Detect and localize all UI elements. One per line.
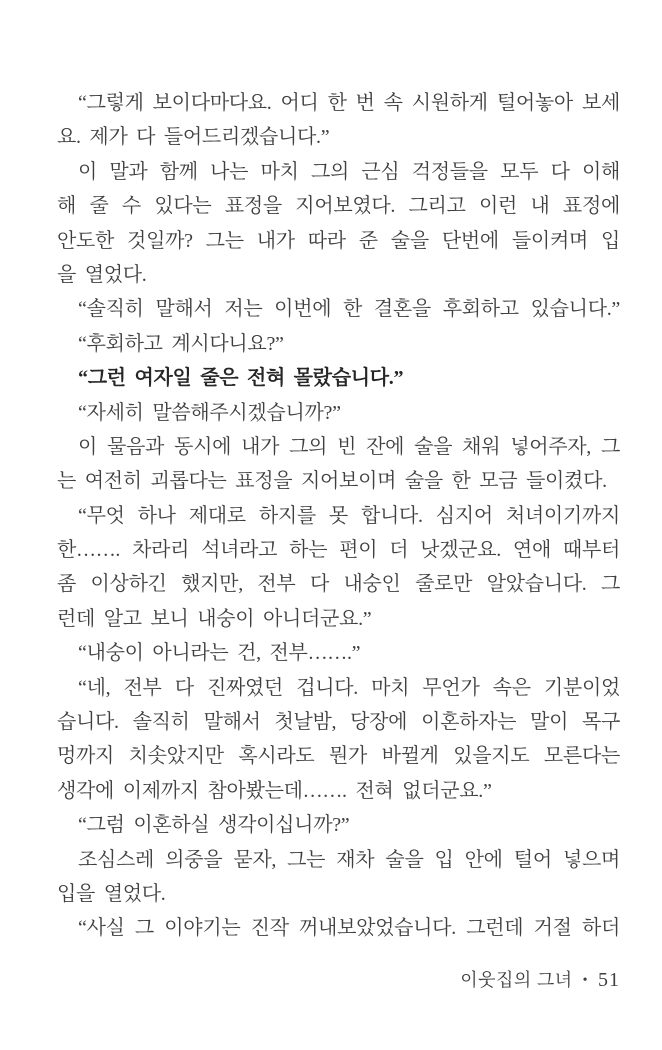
- text-line: 요. 제가 다 들어드리겠습니다.”: [57, 126, 330, 149]
- text-line: “자세히 말씀해주시겠습니까?”: [78, 401, 341, 424]
- text-line: 습니다. 솔직히 말해서 첫날밤, 당장에 이혼하자는 말이 목구: [57, 711, 620, 734]
- paragraph: [57, 636, 620, 670]
- text-line: 좀 이상하긴 했지만, 전부 다 내숭인 줄로만 알았습니다. 그: [57, 573, 620, 596]
- text-line: 입을 열었다.: [57, 882, 166, 905]
- paragraph: [57, 396, 620, 430]
- page-footer: [460, 966, 620, 992]
- paragraph-bold-dialogue: [57, 361, 620, 395]
- page-number: 51: [598, 969, 620, 991]
- text-line: 런데 알고 보니 내숭이 아니더군요.”: [57, 607, 372, 630]
- text-line: “네, 전부 다 진짜였던 겁니다. 마치 무언가 속은 기분이었: [78, 676, 620, 699]
- text-line: 이 물음과 동시에 내가 그의 빈 잔에 술을 채워 넣어주자, 그: [78, 435, 620, 458]
- paragraph: [57, 327, 620, 361]
- text-line: “무엇 하나 제대로 하지를 못 합니다. 심지어 처녀이기까지: [78, 504, 620, 527]
- paragraph: [57, 430, 620, 499]
- text-line: “솔직히 말해서 저는 이번에 한 결혼을 후회하고 있습니다.”: [78, 298, 620, 321]
- running-title: 이웃집의 그녀: [460, 970, 573, 990]
- paragraph: [57, 843, 620, 912]
- body-text: [57, 86, 620, 946]
- paragraph: [57, 671, 620, 809]
- text-line: “후회하고 계시다니요?”: [78, 332, 284, 355]
- paragraph: [57, 86, 620, 155]
- text-line: 는 여전히 괴롭다는 표정을 지어보이며 술을 한 모금 들이켰다.: [57, 470, 607, 493]
- text-line: 이 말과 함께 나는 마치 그의 근심 걱정들을 모두 다 이해: [78, 160, 620, 183]
- text-line: “내숭이 아니라는 건, 전부…….”: [78, 642, 361, 665]
- text-line: “사실 그 이야기는 진작 꺼내보았었습니다. 그런데 거절 하더: [78, 917, 620, 940]
- text-line: “그런 여자일 줄은 전혀 몰랐습니다.”: [78, 367, 404, 390]
- paragraph: [57, 808, 620, 842]
- paragraph: [57, 499, 620, 637]
- text-line: 을 열었다.: [57, 263, 147, 286]
- footer-separator-dot: •: [582, 973, 588, 988]
- paragraph: [57, 155, 620, 293]
- paragraph: [57, 292, 620, 326]
- text-line: 멍까지 치솟았지만 혹시라도 뭔가 바뀔게 있을지도 모른다는: [57, 745, 620, 768]
- text-line: “그럼 이혼하실 생각이십니까?”: [78, 814, 350, 837]
- paragraph: [57, 911, 620, 945]
- text-line: 안도한 것일까? 그는 내가 따라 준 술을 단번에 들이켜며 입: [57, 229, 620, 252]
- text-line: 생각에 이제까지 참아봤는데……. 전혀 없더군요.”: [57, 779, 492, 802]
- text-line: 한……. 차라리 석녀라고 하는 편이 더 낫겠군요. 연애 때부터: [57, 539, 620, 562]
- text-line: 해 줄 수 있다는 표정을 지어보였다. 그리고 이런 내 표정에: [57, 195, 620, 218]
- text-line: “그렇게 보이다마다요. 어디 한 번 속 시원하게 털어놓아 보세: [78, 92, 620, 114]
- text-line: 조심스레 의중을 묻자, 그는 재차 술을 입 안에 털어 넣으며: [78, 848, 620, 871]
